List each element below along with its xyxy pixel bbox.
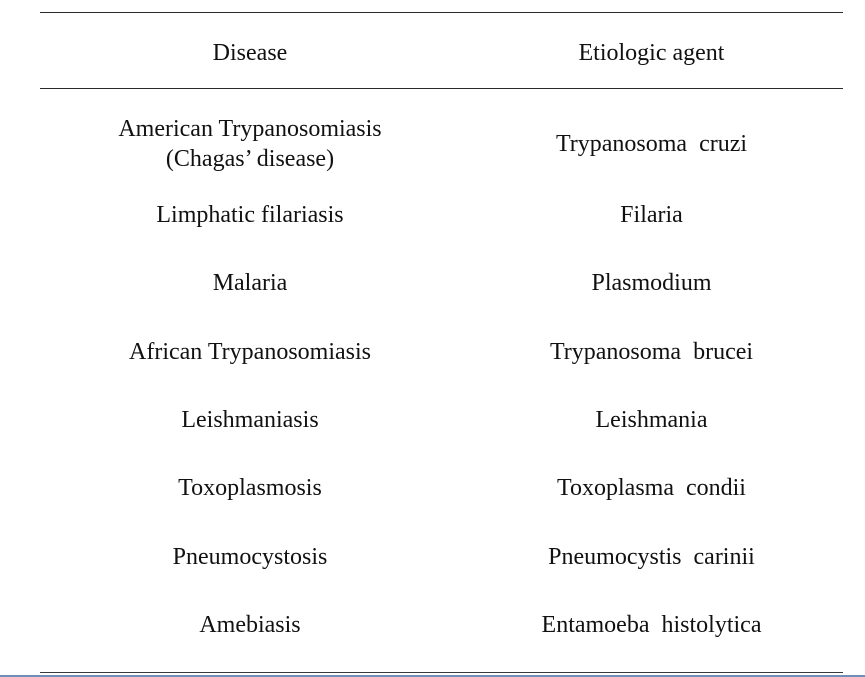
agent-cell: Toxoplasma condii bbox=[557, 475, 746, 502]
agent-cell: Entamoeba histolytica bbox=[541, 611, 762, 638]
table-row bbox=[40, 318, 843, 386]
disease-cell: Malaria bbox=[212, 270, 288, 297]
table-row bbox=[40, 107, 843, 181]
table-row bbox=[40, 454, 843, 522]
disease-cell bbox=[40, 114, 460, 174]
disease-cell: African Trypanosomiasis bbox=[129, 338, 371, 365]
agent-cell: Leishmania bbox=[595, 407, 708, 434]
disease-line: (Chagas’ disease) bbox=[165, 146, 335, 172]
table-row bbox=[40, 522, 843, 590]
bottom-rule bbox=[40, 672, 843, 673]
table-row bbox=[40, 386, 843, 454]
agent-cell: Trypanosoma brucei bbox=[549, 338, 754, 365]
agent-cell: Plasmodium bbox=[591, 270, 712, 297]
table-row bbox=[40, 591, 843, 659]
agent-cell: Trypanosoma cruzi bbox=[555, 131, 748, 157]
table-header bbox=[40, 13, 843, 88]
disease-agent-table bbox=[40, 12, 843, 659]
disease-line: American Trypanosomiasis bbox=[118, 116, 382, 142]
disease-cell: Leishmaniasis bbox=[181, 407, 319, 434]
disease-cell: Amebiasis bbox=[199, 611, 301, 638]
disease-cell: Limphatic filariasis bbox=[156, 202, 344, 229]
table-row bbox=[40, 181, 843, 249]
disease-cell: Pneumocystosis bbox=[172, 543, 328, 570]
table-row bbox=[40, 249, 843, 317]
header-etiologic-agent: Etiologic agent bbox=[578, 39, 725, 66]
agent-cell: Pneumocystis carinii bbox=[548, 543, 755, 570]
table-body bbox=[40, 89, 843, 659]
agent-cell: Filaria bbox=[620, 202, 683, 229]
header-disease: Disease bbox=[212, 39, 288, 66]
disease-cell: Toxoplasmosis bbox=[178, 475, 322, 502]
